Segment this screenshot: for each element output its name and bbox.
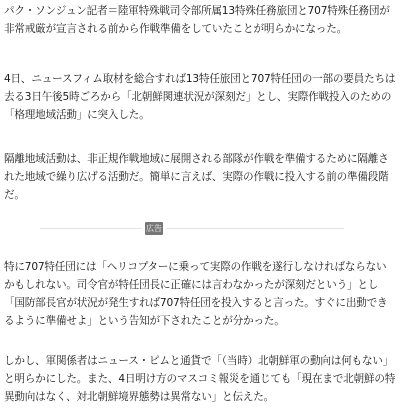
article-paragraph-2: 4日、ニュースフィム取材を総合すれば13特任旅団と707特任団の一部の要員たちは去る3日午後5時ごろから「北朝鮮関連状況が深刻だ」とし、実際作戦投入のための「格理地域活動」に突入した。 <box>4 73 396 121</box>
article-paragraph-1: パク・ソンジュン記者＝陸軍特殊戦司令部所属13特殊任務旅団と707特殊任務団が非常戒厳が宣言される前から作戦準備をしていたことが明らかになった。 <box>4 5 390 35</box>
ad-divider <box>40 222 344 236</box>
divider-line-left <box>40 228 142 229</box>
article-paragraph-3: 隔離地域活動は、非正規作戦地域に展開される部隊が作戦を準備するために隔離された地域で繰り広げる活動だ。簡単に言えば、実際の作戦に投入する前の準備段階だ。 <box>4 153 389 201</box>
ad-label-badge[interactable]: 広告 <box>146 224 162 233</box>
article-paragraph-4: 特に707特任団には「ヘリコプターに乗って実際の作戦を遂行しなければならないかもしれない。司令官が特任団長に正確には言わなかったが深刻だという」とし「国防部長官が状況が発生すれば707特任団を投入すると言った。すぐに出動できるように準備せよ」という告知が下されたことが分かった。 <box>4 261 388 327</box>
divider-line-right <box>166 228 344 229</box>
article-paragraph-5: しかし、軍関係者はニュース・ピムと通貨で「（当時）北朝鮮軍の動向は何もない」と明らかにした。また、4日明け方のマスコミ報災を通じても「現在まで北朝鮮の特異動向はなく、対北朝鮮境界態勢は異常ない」と伝えた。 <box>4 355 396 403</box>
